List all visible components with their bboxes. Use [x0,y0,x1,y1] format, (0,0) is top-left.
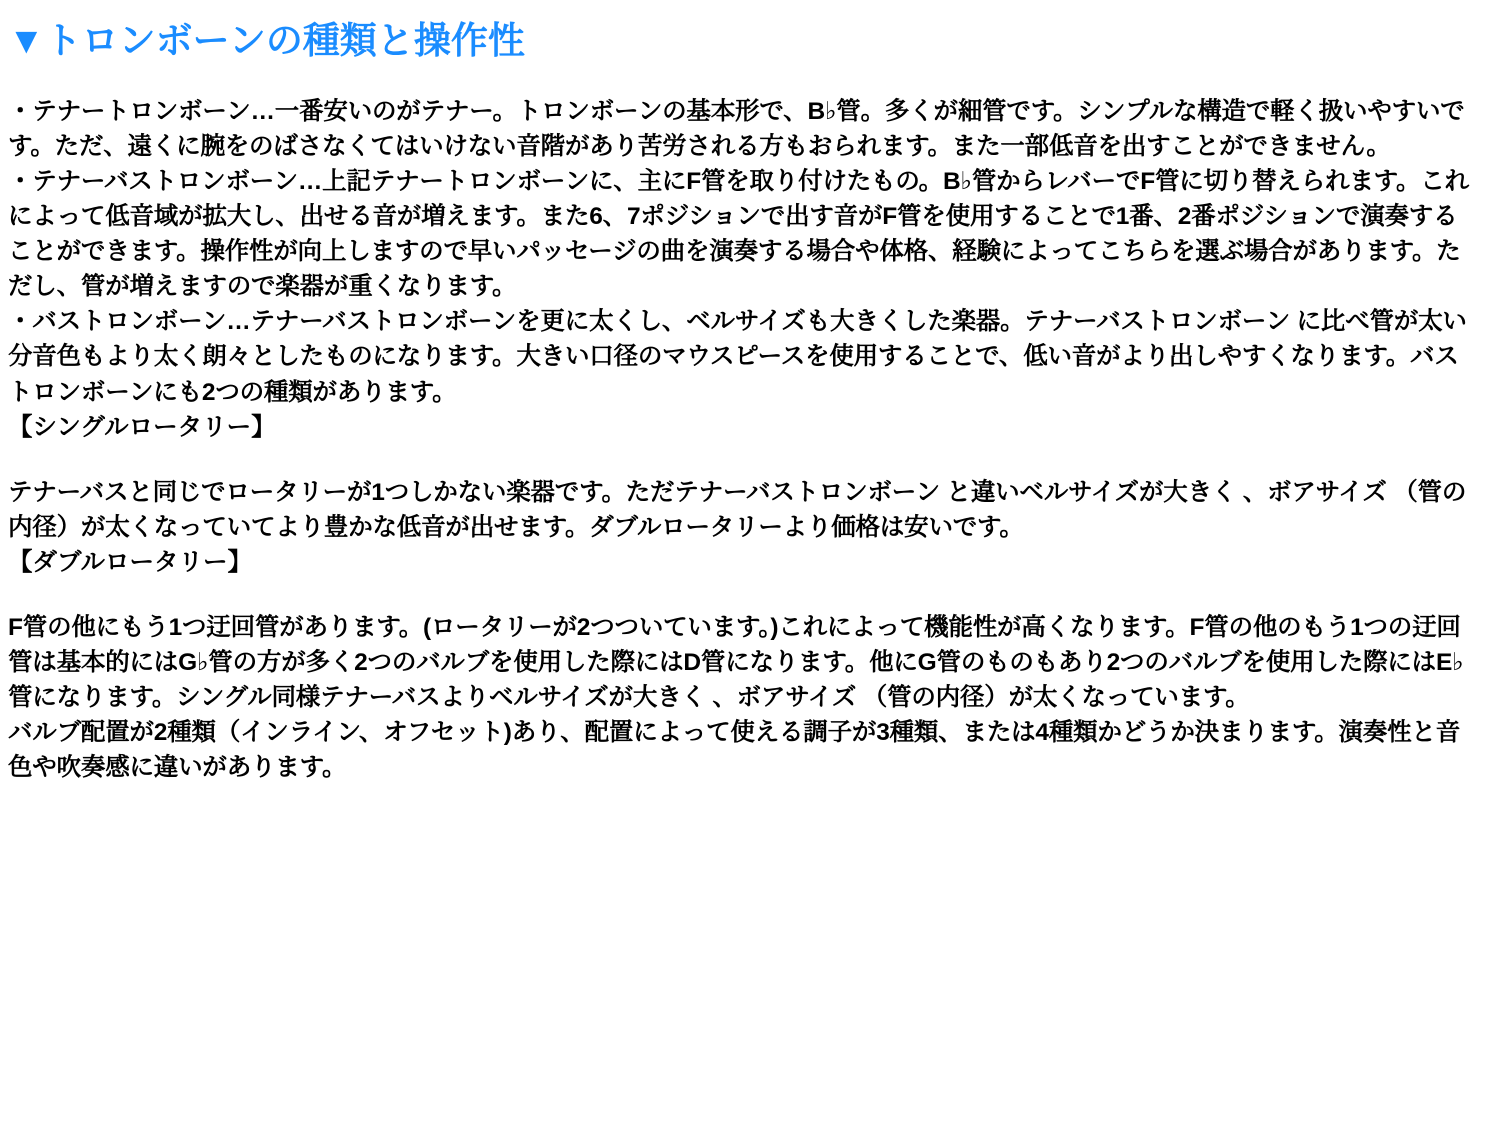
page-title: ▼トロンボーンの種類と操作性 [8,20,525,61]
paragraph-single-rotary: テナーバスと同じでロータリーが1つしかない楽器です。ただテナーバストロンボーン と違いベルサイズが大きく 、ボアサイズ （管の内径）が太くなっていてより豊かな低音が出せます。ダブルロータリーより価格は安いです。 [8,478,1467,541]
paragraph-double-rotary: F管の他にもう1つ迂回管があります。(ロータリーが2つついています。)これによって機能性が高くなります。F管の他のもう1つの迂回管は基本的にはG♭管の方が多く2つのバルブを使用した際にはD管になります。他にG管のものもあり2つのバルブを使用した際にはE♭管になります。シングル同様テナーバスよりベルサイズが大きく 、ボアサイズ （管の内径）が太くなっています。 [8,613,1464,711]
paragraph-valve-layout: バルブ配置が2種類（インライン、オフセット)あり、配置によって使える調子が3種類、または4種類かどうか決まります。演奏性と音色や吹奏感に違いがあります。 [8,718,1460,781]
heading-double-rotary: 【ダブルロータリー】 [8,548,253,576]
heading-single-rotary: 【シングルロータリー】 [8,413,276,441]
paragraph-tenor-bass-trombone: ・テナーバストロンボーン…上記テナートロンボーンに、主にF管を取り付けたもの。B♭管からレバーでF管に切り替えられます。これによって低音域が拡大し、出せる音が増えます。また6、7ポジションで出す音がF管を使用することで1番、2番ポジションで演奏することができます。操作性が向上しますので早いパッセージの曲を演奏する場合や体格、経験によってこちらを選ぶ場合があります。ただし、管が増えますので楽器が重くなります。 [8,168,1469,301]
paragraph-bass-trombone: ・バストロンボーン…テナーバストロンボーンを更に太くし、ベルサイズも大きくした楽器。テナーバストロンボーン に比べ管が太い分音色もより太く朗々としたものになります。大きい口径のマウスピースを使用することで、低い音がより出しやすくなります。バストロンボーンにも2つの種類があります。 [8,308,1467,406]
paragraph-tenor-trombone: ・テナートロンボーン…一番安いのがテナー。トロンボーンの基本形で、B♭管。多くが細管です。シンプルな構造で軽く扱いやすいです。ただ、遠くに腕をのばさなくてはいけない音階があり苦労される方もおられます。また一部低音を出すことができません。 [8,98,1465,161]
